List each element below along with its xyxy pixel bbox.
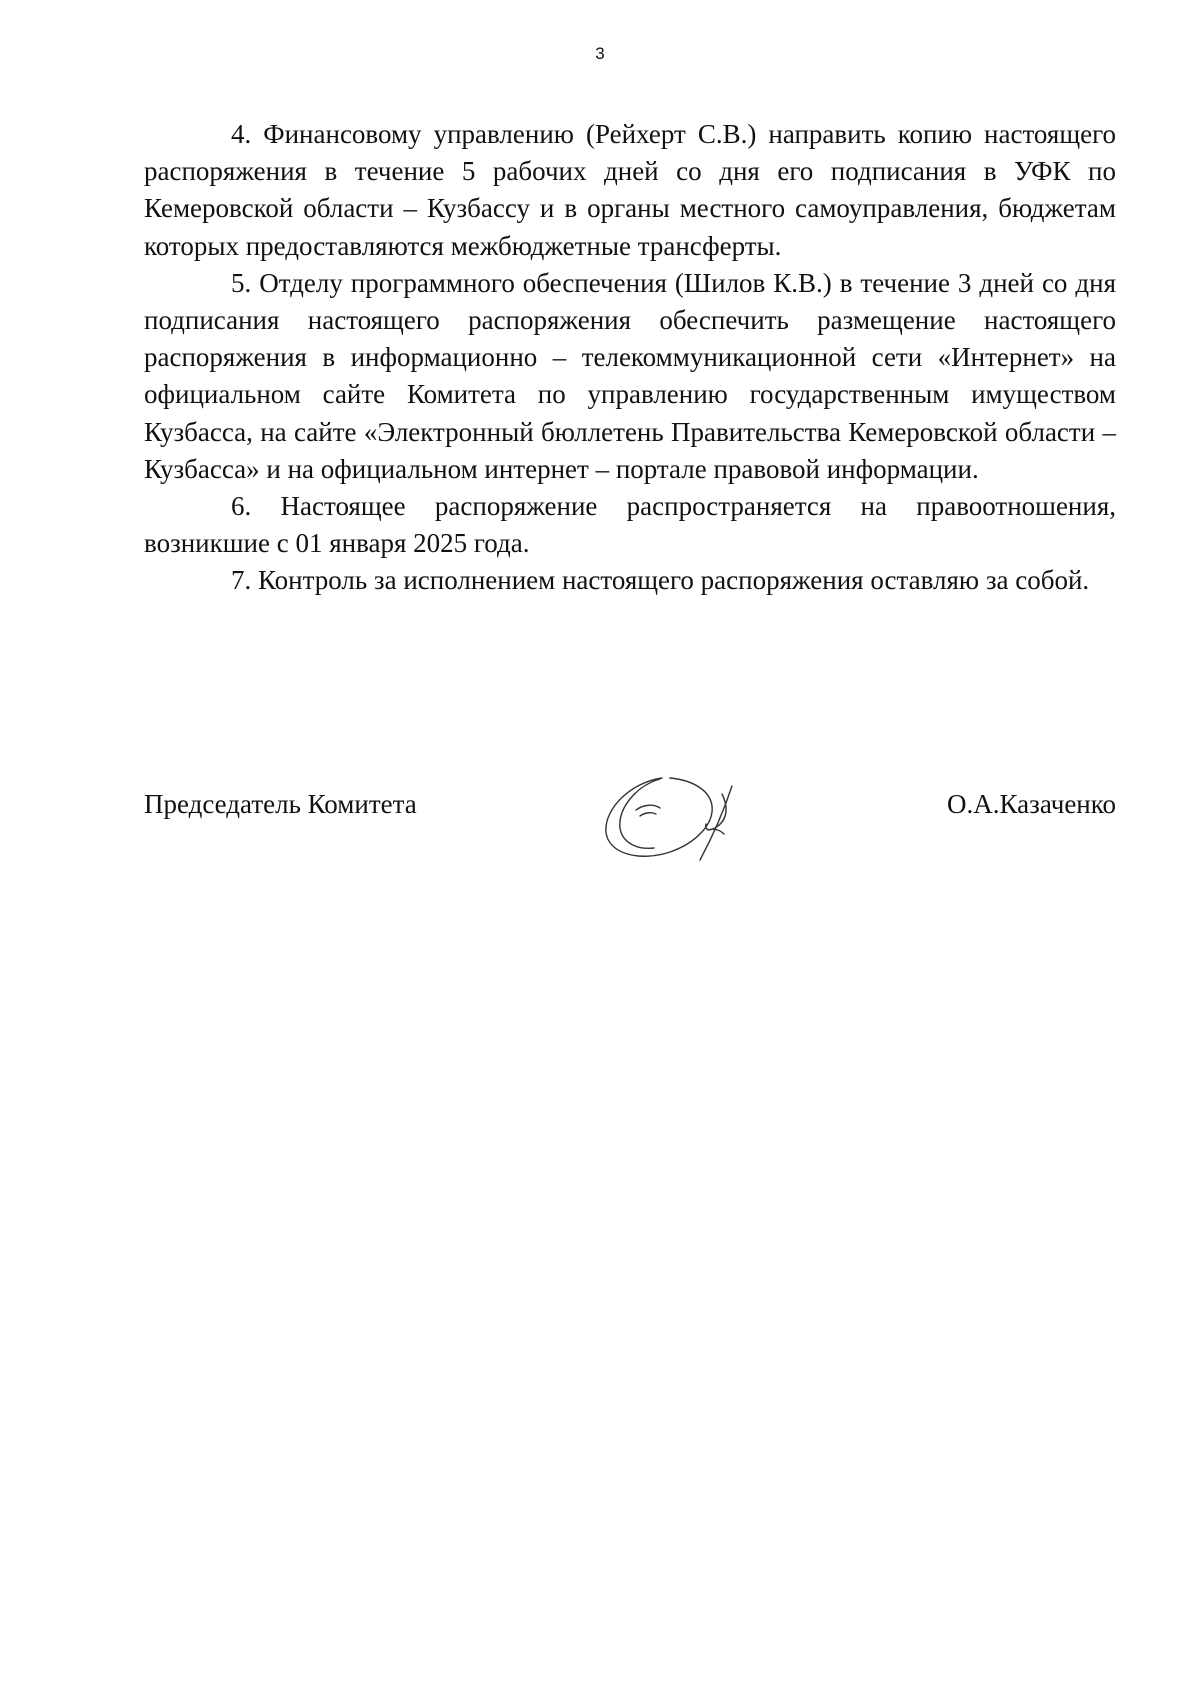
paragraph-4: 4. Финансовому управлению (Рейхерт С.В.) направить копию настоящего распоряжения в течение 5 рабочих дней со дня его подписания в УФК по Кемеровской области – Кузбассу и в органы местного самоуправления, бюджетам которых предоставляются межбюджетные трансферты. <box>144 119 1116 261</box>
paragraph-7: 7. Контроль за исполнением настоящего распоряжения оставляю за собой. <box>231 565 1090 596</box>
signatory-name: О.А.Казаченко <box>947 789 1116 819</box>
handwritten-signature <box>596 770 746 870</box>
document-body <box>144 116 1116 600</box>
page-number: 3 <box>595 44 605 63</box>
paragraph-6: 6. Настоящее распоряжение распространяется на правоотношения, возникшие с 01 января 2025 года. <box>144 491 1116 559</box>
signatory-position: Председатель Комитета <box>144 789 417 819</box>
signature-block <box>144 770 1116 880</box>
paragraph-5: 5. Отделу программного обеспечения (Шилов К.В.) в течение 3 дней со дня подписания настоящего распоряжения обеспечить размещение настоящего распоряжения в информационно – телекоммуникационной сети «Интернет» на официальном сайте Комитета по управлению государственным имуществом Кузбасса, на сайте «Электронный бюллетень Правительства Кемеровской области – Кузбасса» и на официальном интернет – портале правовой информации. <box>144 267 1116 484</box>
